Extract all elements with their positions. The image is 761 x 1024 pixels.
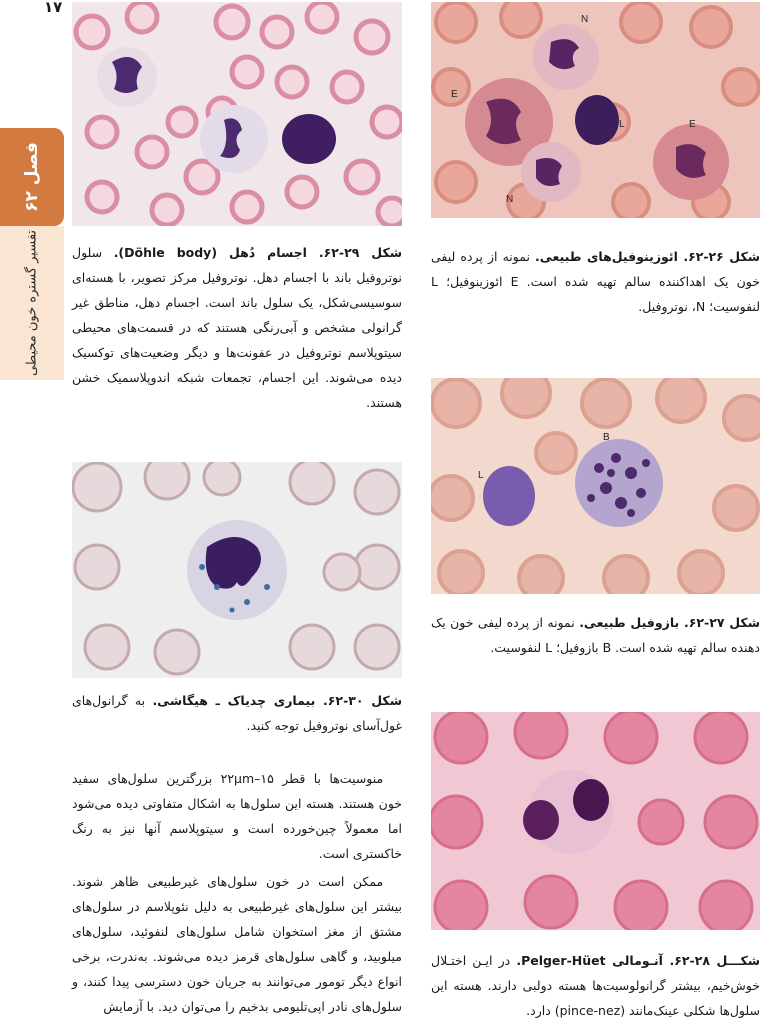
figure-28-caption-body: در ایـن اختـلال خوش‌خیم، بیشتر گرانولوسیت‌ها هسته دولبی دارند. هسته این سلول‌ها شکلی عینک‌مانند (pince-nez) دارد.	[431, 953, 760, 1018]
figure-27-image	[431, 378, 760, 594]
figure-28-caption-head: شکـــل ۲۸-۶۲. آنـومالی Pelger-Hüet.	[516, 953, 761, 968]
figure-26-label-n1: N	[581, 14, 589, 25]
chapter-tab-label: فصل ۶۲	[22, 142, 42, 212]
figure-28-image	[431, 712, 760, 930]
figure-26-label-e2: E	[689, 119, 696, 130]
page-number: ۱۷	[44, 0, 63, 16]
figure-29-caption-head: شکل ۲۹-۶۲. اجسام دُهل (Döhle body).	[113, 245, 403, 260]
figure-29-caption	[72, 240, 402, 415]
figure-27-caption	[431, 610, 760, 660]
figure-27-label-b: B	[603, 432, 610, 443]
figure-26-label-n2: N	[506, 194, 514, 205]
figure-30-image	[72, 462, 402, 678]
figure-26-label-e1: E	[451, 89, 458, 100]
figure-28-caption	[431, 948, 760, 1023]
figure-26-caption-head: شکل ۲۶-۶۲. ائوزینوفیل‌های طبیعی.	[535, 249, 761, 264]
figure-26-image	[431, 2, 760, 218]
figure-26-label-l: L	[619, 119, 625, 130]
figure-26-caption-body: نمونه از پرده لیفی خون یک اهداکننده سالم تهیه شده است. E ائوزینوفیل؛ L لنفوسیت؛ N، نوتروفیل.	[431, 249, 761, 314]
figure-28-micrograph	[431, 712, 760, 930]
chapter-title: تفسیر گستره خون محیطی	[24, 229, 40, 377]
figure-27-caption-head: شکل ۲۷-۶۲. بازوفیل طبیعی.	[579, 615, 760, 630]
chapter-title-tab	[0, 226, 64, 380]
chapter-tab	[0, 128, 64, 226]
figure-29-caption-body: سلول نوتروفیل باند با اجسام دهل. نوتروفیل مرکز تصویر، با هسته‌ای سوسیسی‌شکل، یک سلول باند است. اجسام دهل، مناطق غیر گرانولی مشخص و آبی‌رنگی هستند که در قسمت‌های محیطی سیتوپلاسم نوتروفیل در عفونت‌ها و دیگر وضعیت‌های توکسیک دیده می‌شوند. این اجسام، تجمعات شبکه اندوپلاسمیک خشن هستند.	[72, 245, 402, 410]
figure-30-caption	[72, 688, 402, 738]
figure-29-micrograph	[72, 2, 402, 226]
figure-27-micrograph	[431, 378, 760, 594]
body-text	[72, 766, 402, 1019]
figure-30-caption-body: به گرانول‌های غول‌آسای نوتروفیل توجه کنید.	[72, 693, 402, 733]
figure-30-micrograph	[72, 462, 402, 678]
body-paragraph-1: منوسیت‌ها با قطر ۱۵–۲۲μm بزرگترین سلول‌های سفید خون هستند. هسته این سلول‌ها به اشکال متفاوتی دیده می‌شود اما معمولاً چین‌خورده است و سیتوپلاسم آنها نیز به رنگ خاکستری است.	[72, 771, 402, 861]
figure-27-label-l: L	[478, 470, 484, 481]
body-paragraph-2: ممکن است در خون سلول‌های غیرطبیعی ظاهر شوند. بیشتر این سلول‌های غیرطبیعی به دلیل نئوپلاسم در سلول‌های مشتق از مغز استخوان شامل سلول‌های لنفوئید، سلول‌های میلوبید، و گاهی سلول‌های قرمز دیده می‌شوند. به‌ندرت، برخی انواع دیگر تومور می‌توانند به جریان خون دسترسی پیدا کنند، و سلول‌های نادر اپی‌تلیومی بدخیم را می‌توان دید. با آزمایش	[72, 874, 402, 1014]
figure-27-caption-body: نمونه از پرده لیفی خون یک دهنده سالم تهیه شده است. B بازوفیل؛ L لنفوسیت.	[431, 615, 760, 655]
figure-30-caption-head: شکل ۳۰-۶۲. بیماری چدیاک ـ هیگاشی.	[152, 693, 402, 708]
figure-26-micrograph	[431, 2, 760, 218]
figure-26-caption	[431, 244, 760, 319]
figure-29-image	[72, 2, 402, 226]
